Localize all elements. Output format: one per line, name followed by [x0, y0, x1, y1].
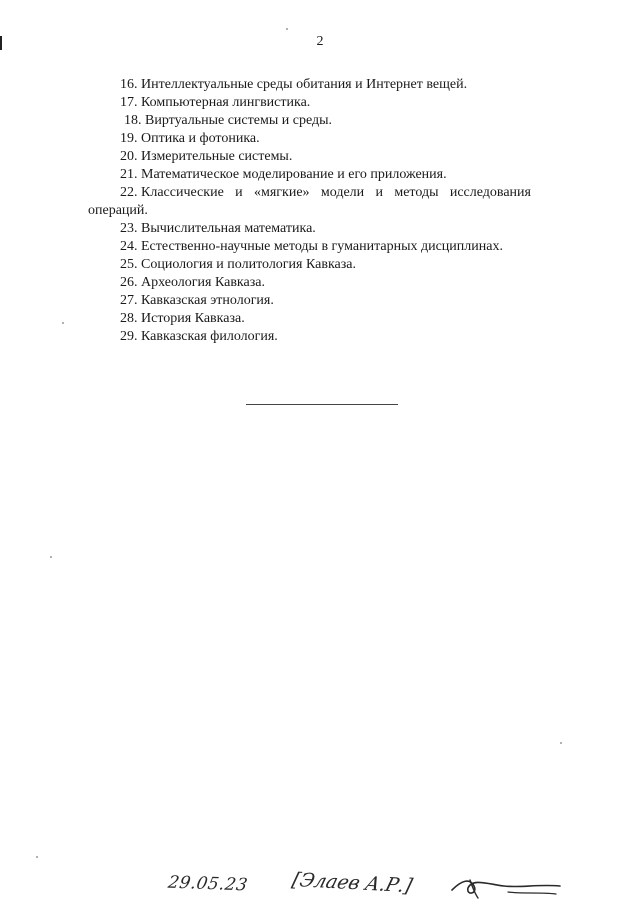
- page-number: 2: [316, 34, 324, 49]
- list-item-22-continuation: операций.: [88, 203, 148, 218]
- list-item: 17. Компьютерная лингвистика.: [120, 95, 311, 110]
- list-item: 20. Измерительные системы.: [120, 149, 293, 164]
- list-item: 18. Виртуальные системы и среды.: [124, 113, 332, 128]
- end-divider: [246, 404, 398, 405]
- list-item-22: [88, 184, 531, 220]
- list-item-22-first-line: 22. Классические и «мягкие» модели и методы исследования: [120, 185, 531, 200]
- handwritten-name: [Элаев А.Р.]: [289, 868, 415, 898]
- list-item: 29. Кавказская филология.: [120, 329, 278, 344]
- list-item: 25. Социология и политология Кавказа.: [120, 257, 357, 272]
- scan-speck: [560, 742, 562, 744]
- signature-scribble-icon: [448, 872, 568, 902]
- scan-speck: [286, 28, 288, 30]
- scan-speck: [50, 556, 52, 558]
- list-item: 28. История Кавказа.: [120, 311, 245, 326]
- list-item: 19. Оптика и фотоника.: [120, 131, 260, 146]
- list-item: 24. Естественно-научные методы в гуманитарных дисциплинах.: [120, 239, 503, 254]
- specialty-list: [88, 76, 531, 346]
- scan-speck: [36, 856, 38, 858]
- list-item: 27. Кавказская этнология.: [120, 293, 274, 308]
- list-item: 26. Археология Кавказа.: [120, 275, 265, 290]
- scan-speck: [62, 322, 64, 324]
- list-item: 23. Вычислительная математика.: [120, 221, 316, 236]
- signature-block: [0, 860, 640, 905]
- handwritten-date: 29.05.23: [166, 872, 250, 896]
- list-item: 21. Математическое моделирование и его приложения.: [120, 167, 447, 182]
- list-item: 16. Интеллектуальные среды обитания и Интернет вещей.: [120, 77, 468, 92]
